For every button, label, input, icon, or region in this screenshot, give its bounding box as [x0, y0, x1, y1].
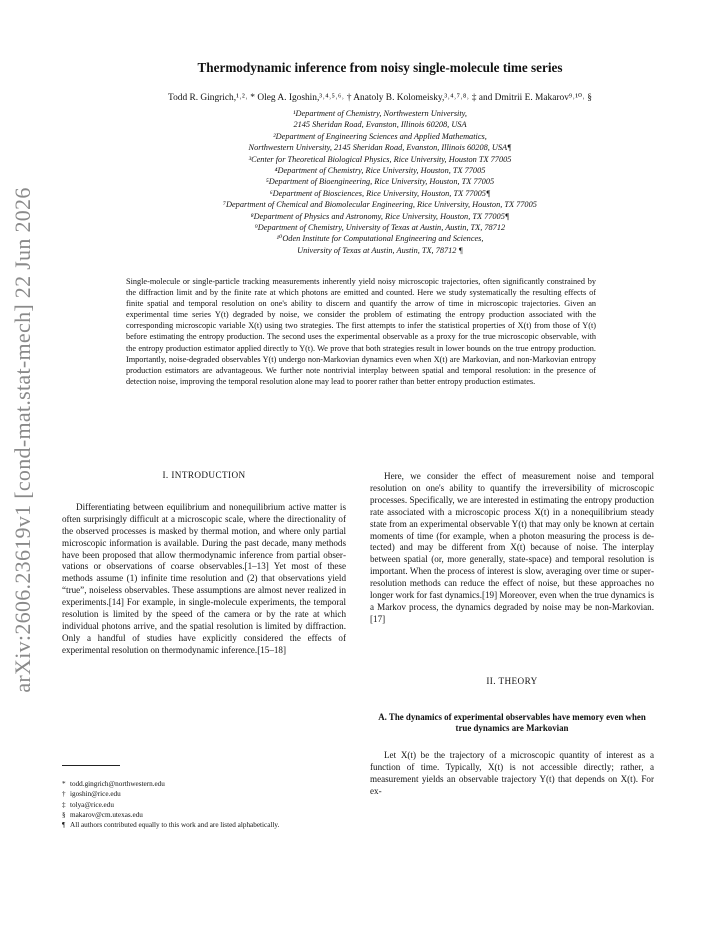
affiliation-line: ⁸Department of Physics and Astronomy, Rice University, Houston, TX 77005¶ — [250, 211, 510, 221]
affiliation-line: ¹Department of Chemistry, Northwestern University, — [293, 109, 467, 118]
footnote-email[interactable]: igoshin@rice.edu — [70, 790, 121, 799]
footnote — [62, 789, 352, 799]
affiliation-line: ²Department of Engineering Sciences and Applied Mathematics, — [273, 131, 487, 141]
footnote-email[interactable]: tolya@rice.edu — [70, 800, 114, 809]
affiliation-line: ⁶Department of Biosciences, Rice University, Houston, TX 77005¶ — [269, 188, 491, 198]
right-column — [370, 471, 654, 798]
footnote — [62, 820, 352, 830]
arxiv-identifier-text: arXiv:2606.23619v1 [cond-mat.stat-mech] 22 Jun 2026 — [10, 187, 35, 693]
affiliation-line: University of Texas at Austin, Austin, TX, 78712 ¶ — [297, 245, 463, 255]
footnote — [62, 810, 352, 820]
footnote-mark: * — [62, 780, 66, 788]
introduction-paragraph: Differentiating between equilibrium and nonequilibrium active matter is often surprisingly difficult at a microscopic scale, where the directionality of the observed processes is masked by thermal motion, and where only partial microscopic information is available. During the past decade, many methods have been proposed that allow thermodynamic inference from partial observations or observations of coarse observables.[1–13] Yet most of these methods assume (1) infinite time resolution and (2) that observations yield “true”, noiseless observables. These assumptions are almost never realized in experiments.[14] For example, in single-molecule experiments, the temporal resolution is limited by the speed of the camera or by the rate at which individual photons arrive, and the spatial resolution is limited by diffraction. Only a handful of studies have explicitly considered the effects of experimental resolution on thermodynamic inference.[15–18] — [62, 501, 346, 655]
affiliation-line: ³Center for Theoretical Biological Physics, Rice University, Houston TX 77005 — [248, 154, 512, 164]
arxiv-identifier-stamp — [6, 187, 40, 693]
affiliation-line: ⁴Department of Chemistry, Rice University, Houston, TX 77005 — [274, 166, 486, 176]
paper-title: Thermodynamic inference from noisy single-molecule time series — [197, 60, 563, 75]
section-heading-introduction: I. INTRODUCTION — [162, 470, 246, 480]
footnote-divider — [62, 765, 120, 766]
footnote-email[interactable]: todd.gingrich@northwestern.edu — [70, 780, 165, 788]
theory-paragraph: Let X(t) be the trajectory of a microscopic quantity of interest as a function of time. Typically, X(t) is not accessible directly; rather, a measurement yields an observable trajectory Y(t) that depends on X(t). For ex- — [370, 750, 654, 796]
affiliation-line: 2145 Sheridan Road, Evanston, Illinois 60208, USA — [293, 120, 467, 130]
introduction-paragraph-2: Here, we consider the effect of measurement noise and temporal resolution on one's ability to quantify the irreversibility of microscopic processes. Specifically, we are interested in estimating the entropy production rate associated with a microscopic process X(t) in a nonequilibrium steady state from an experimental observable Y(t) that may only be known at certain moments of time (for example, when a photon measuring the process is detected) and may be different from X(t) because of noise. The interplay between spatial (or, more generally, state-space) and temporal resolution is important. When the process of interest is slow, averaging over time or superresolution methods can reduce the effect of noise, but these approaches no longer work for fast dynamics.[19] Moreover, even when the true dynamics is a Markov process, the dynamics degraded by noise may be non-Markovian.[17] — [370, 471, 654, 624]
footnote-mark: ‡ — [62, 800, 66, 809]
affiliation-line: ⁵Department of Bioengineering, Rice University, Houston, TX 77005 — [265, 177, 495, 187]
affiliation-line: ⁷Department of Chemical and Biomolecular Engineering, Rice University, Houston, TX 77005 — [223, 200, 537, 210]
footnote-text: All authors contributed equally to this work and are listed alphabetically. — [70, 821, 280, 830]
affiliation-line: ¹⁰Oden Institute for Computational Engineering and Sciences, — [276, 234, 484, 244]
footnote — [62, 779, 352, 789]
left-column — [62, 470, 346, 657]
subsection-heading: A. The dynamics of experimental observables have memory even when true dynamics are Markovian — [378, 711, 646, 733]
footnotes — [62, 779, 352, 830]
affiliations — [80, 108, 680, 256]
section-heading-theory: II. THEORY — [486, 675, 538, 686]
affiliation-line: Northwestern University, 2145 Sheridan Road, Evanston, Illinois 60208, USA¶ — [248, 143, 512, 153]
affiliation-line: ⁹Department of Chemistry, University of Texas at Austin, Austin, TX, 78712 — [254, 223, 506, 233]
footnote-mark: § — [62, 810, 66, 819]
footnote-mark: † — [62, 790, 66, 799]
footnote — [62, 800, 352, 810]
abstract: Single-molecule or single-particle tracking measurements inherently yield noisy microscopic trajectories, often significantly constrained by the diffraction limit and by the finite rate at which photons are emitted and counted. Here we study systematically the resulting effects of finite spatial and temporal resolution on one's ability to discern and quantify the arrow of time in microscopic trajectories. Given an experimental time series Y(t) degraded by noise, we consider the problem of estimating the entropy production associated with the corresponding microscopic variable X(t) using two strategies. The first attempts to infer the statistical properties of X(t) from those of Y(t) before estimating the entropy production. The second uses the experimental observable as a proxy for the true microscopic observable, with the entropy production estimator applied directly to Y(t). We prove that both strategies result in lower bounds on the true entropy production. Importantly, noise-degraded observables Y(t) undergo non-Markovian dynamics even when X(t) are Markovian, and non-Markovian entropy production estimators are advantageous. We further note nontrivial interplay between spatial and temporal resolution: in the presence of detection noise, improving the temporal resolution alone may lead to poorer rather than better entropy production estimates. — [126, 277, 596, 386]
author-list: Todd R. Gingrich,¹˒²˒ * Oleg A. Igoshin,³˒⁴˒⁵˒⁶˒ † Anatoly B. Kolomeisky,³˒⁴˒⁷˒⁸˒ ‡ and Dmitrii E. Makarov⁹˒¹⁰˒ § — [168, 93, 592, 103]
footnote-mark: ¶ — [62, 821, 66, 830]
footnote-email[interactable]: makarov@cm.utexas.edu — [70, 810, 143, 819]
